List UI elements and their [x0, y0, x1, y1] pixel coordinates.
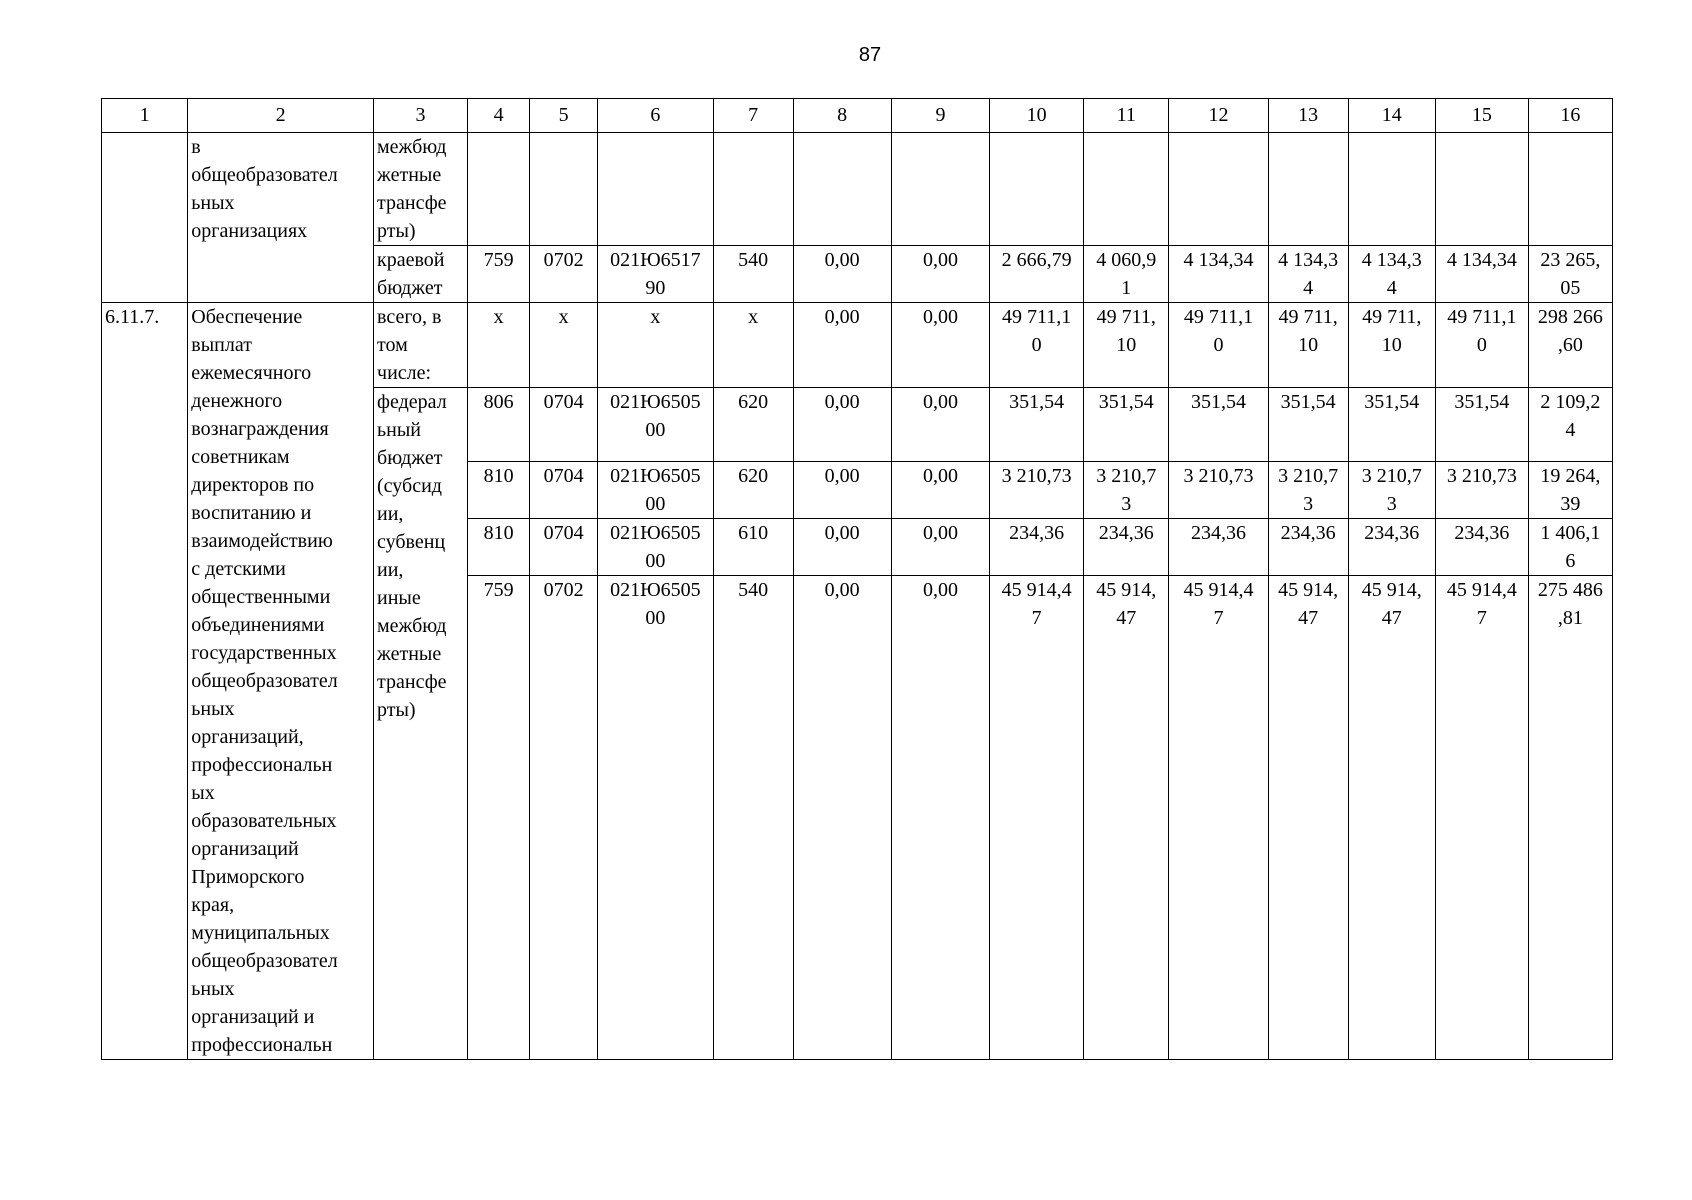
- cell-source: федерал ьный бюджет (субсид ии, субвенц ии, иные межбюд жетные трансфе рты): [374, 388, 468, 1060]
- cell-value: 234,36: [1268, 518, 1348, 575]
- cell-description: Обеспечение выплат ежемесячного денежного вознаграждения советникам директоров по воспитанию и взаимодействию с детскими общественными объединениями государственных общеобразовател ьных организаций, профессиональн ых образовательных организаций Приморского края, муниципальных общеобразовател ьных организаций и профессиональн: [188, 303, 374, 1060]
- cell-value: 351,54: [990, 388, 1084, 462]
- column-header: 14: [1348, 99, 1435, 133]
- cell-value: [597, 133, 713, 246]
- cell-value: 4 134,3 4: [1268, 246, 1348, 303]
- cell-value: 0704: [530, 461, 598, 518]
- cell-value: 234,36: [1348, 518, 1435, 575]
- cell-value: [1435, 133, 1528, 246]
- column-header: 10: [990, 99, 1084, 133]
- cell-source: всего, в том числе:: [374, 303, 468, 388]
- cell-value: 0,00: [793, 575, 891, 1060]
- cell-value: 298 266 ,60: [1528, 303, 1612, 388]
- cell-value: 49 711,1 0: [990, 303, 1084, 388]
- cell-value: 351,54: [1435, 388, 1528, 462]
- cell-value: 0704: [530, 388, 598, 462]
- cell-value: 0,00: [891, 246, 989, 303]
- cell-value: 19 264, 39: [1528, 461, 1612, 518]
- column-header: 3: [374, 99, 468, 133]
- cell-value: 810: [467, 461, 529, 518]
- cell-value: 0,00: [793, 388, 891, 462]
- cell-value: 0704: [530, 518, 598, 575]
- cell-value: 4 134,34: [1169, 246, 1268, 303]
- cell-value: 021Ю6517 90: [597, 246, 713, 303]
- cell-value: 0,00: [891, 461, 989, 518]
- column-header: 13: [1268, 99, 1348, 133]
- cell-value: 45 914,4 7: [1435, 575, 1528, 1060]
- cell-value: 021Ю6505 00: [597, 461, 713, 518]
- column-header: 4: [467, 99, 529, 133]
- cell-value: х: [530, 303, 598, 388]
- column-header: 2: [188, 99, 374, 133]
- cell-value: 45 914, 47: [1268, 575, 1348, 1060]
- cell-value: 49 711,1 0: [1169, 303, 1268, 388]
- page-number: 87: [858, 44, 882, 66]
- cell-value: 759: [467, 575, 529, 1060]
- cell-value: 0,00: [891, 575, 989, 1060]
- cell-value: 0,00: [793, 518, 891, 575]
- cell-value: 234,36: [990, 518, 1084, 575]
- cell-number: 6.11.7.: [102, 303, 188, 1060]
- column-header: 12: [1169, 99, 1268, 133]
- cell-value: 45 914, 47: [1084, 575, 1169, 1060]
- cell-value: 3 210,7 3: [1268, 461, 1348, 518]
- cell-value: [467, 133, 529, 246]
- column-header: 11: [1084, 99, 1169, 133]
- cell-value: 234,36: [1435, 518, 1528, 575]
- cell-value: 2 666,79: [990, 246, 1084, 303]
- cell-value: 49 711,1 0: [1435, 303, 1528, 388]
- cell-value: х: [467, 303, 529, 388]
- cell-value: 540: [713, 575, 793, 1060]
- cell-value: 610: [713, 518, 793, 575]
- cell-value: 0,00: [793, 246, 891, 303]
- cell-value: 810: [467, 518, 529, 575]
- cell-value: 23 265, 05: [1528, 246, 1612, 303]
- table-row: [102, 303, 1613, 388]
- cell-value: 234,36: [1084, 518, 1169, 575]
- budget-table: [101, 98, 1613, 1060]
- cell-value: 45 914, 47: [1348, 575, 1435, 1060]
- column-header: 8: [793, 99, 891, 133]
- column-header: 6: [597, 99, 713, 133]
- table-row: [102, 133, 1613, 246]
- header-row: [102, 99, 1613, 133]
- cell-value: 3 210,7 3: [1348, 461, 1435, 518]
- cell-value: 021Ю6505 00: [597, 518, 713, 575]
- cell-value: 351,54: [1268, 388, 1348, 462]
- cell-value: [1528, 133, 1612, 246]
- cell-value: 0,00: [793, 461, 891, 518]
- cell-value: 4 060,9 1: [1084, 246, 1169, 303]
- column-header: 5: [530, 99, 598, 133]
- cell-value: 3 210,73: [1435, 461, 1528, 518]
- cell-value: [1268, 133, 1348, 246]
- cell-value: 351,54: [1169, 388, 1268, 462]
- cell-value: 540: [713, 246, 793, 303]
- column-header: 15: [1435, 99, 1528, 133]
- cell-value: 3 210,73: [1169, 461, 1268, 518]
- cell-value: 0702: [530, 575, 598, 1060]
- cell-value: 0702: [530, 246, 598, 303]
- cell-value: 49 711, 10: [1084, 303, 1169, 388]
- column-header: 16: [1528, 99, 1612, 133]
- column-header: 1: [102, 99, 188, 133]
- cell-value: х: [713, 303, 793, 388]
- cell-value: 0,00: [891, 303, 989, 388]
- cell-value: 4 134,3 4: [1348, 246, 1435, 303]
- cell-description: в общеобразовател ьных организациях: [188, 133, 374, 303]
- cell-value: 021Ю6505 00: [597, 388, 713, 462]
- cell-value: 620: [713, 461, 793, 518]
- cell-value: [713, 133, 793, 246]
- cell-value: [1169, 133, 1268, 246]
- cell-value: 620: [713, 388, 793, 462]
- cell-value: [530, 133, 598, 246]
- cell-value: 2 109,2 4: [1528, 388, 1612, 462]
- cell-value: 351,54: [1084, 388, 1169, 462]
- cell-value: [891, 133, 989, 246]
- cell-value: х: [597, 303, 713, 388]
- cell-value: 021Ю6505 00: [597, 575, 713, 1060]
- column-header: 7: [713, 99, 793, 133]
- cell-source: краевой бюджет: [374, 246, 468, 303]
- cell-value: 0,00: [891, 388, 989, 462]
- cell-value: 49 711, 10: [1348, 303, 1435, 388]
- cell-value: [1084, 133, 1169, 246]
- cell-value: 3 210,73: [990, 461, 1084, 518]
- cell-number: [102, 133, 188, 303]
- cell-source: межбюд жетные трансфе рты): [374, 133, 468, 246]
- cell-value: 49 711, 10: [1268, 303, 1348, 388]
- cell-value: 234,36: [1169, 518, 1268, 575]
- cell-value: [793, 133, 891, 246]
- cell-value: [1348, 133, 1435, 246]
- cell-value: 45 914,4 7: [990, 575, 1084, 1060]
- cell-value: 275 486 ,81: [1528, 575, 1612, 1060]
- cell-value: 1 406,1 6: [1528, 518, 1612, 575]
- cell-value: 351,54: [1348, 388, 1435, 462]
- cell-value: 0,00: [891, 518, 989, 575]
- cell-value: 45 914,4 7: [1169, 575, 1268, 1060]
- cell-value: [990, 133, 1084, 246]
- column-header: 9: [891, 99, 989, 133]
- cell-value: 759: [467, 246, 529, 303]
- cell-value: 0,00: [793, 303, 891, 388]
- cell-value: 4 134,34: [1435, 246, 1528, 303]
- cell-value: 806: [467, 388, 529, 462]
- cell-value: 3 210,7 3: [1084, 461, 1169, 518]
